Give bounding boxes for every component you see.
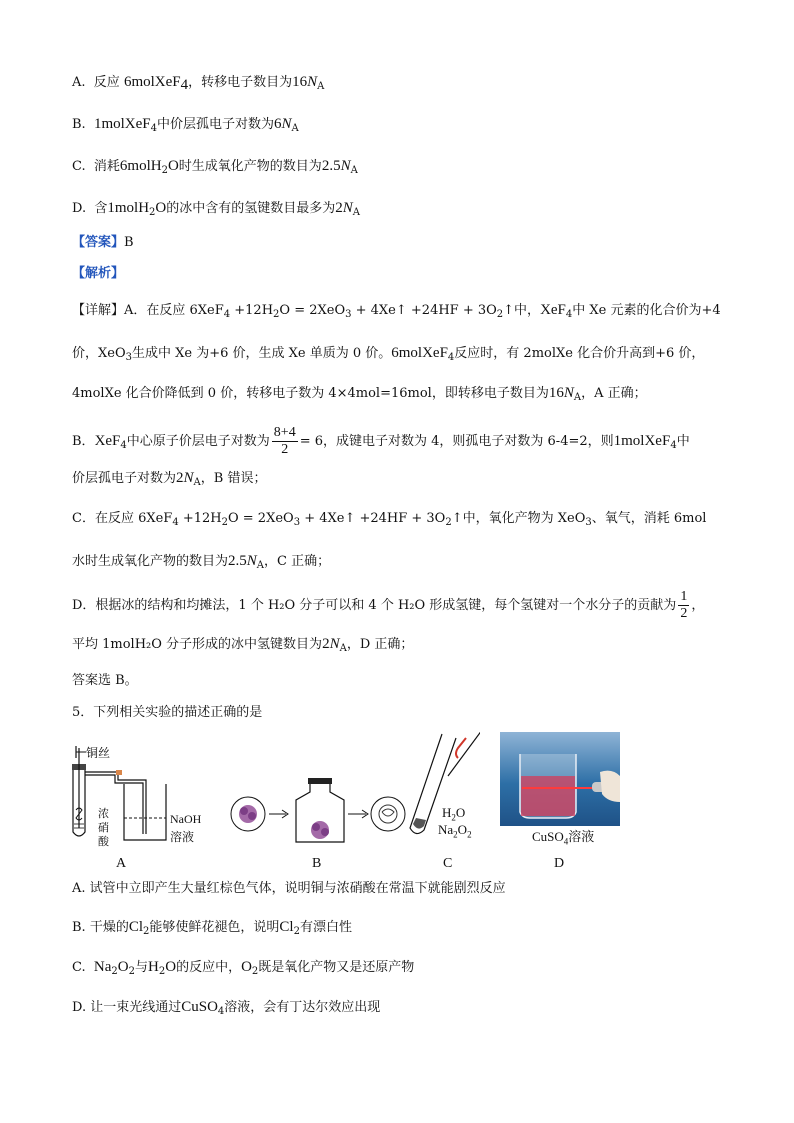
apparatus-b-diagram bbox=[228, 776, 414, 844]
label-h2o: $H_2O$ bbox=[442, 805, 466, 823]
fraction-8plus4-over-2: $\frac{8+4}{2}$ bbox=[273, 425, 296, 457]
fraction-one-half: $\frac{1}{2}$ bbox=[680, 589, 688, 621]
photo-cuso4-beaker-laser bbox=[500, 732, 620, 826]
detail-line-9: 平均 1molH₂O 分子形成的冰中氢键数目为$2N_A$，D 正确； bbox=[72, 636, 414, 654]
detail-line-5: 价层孤电子对数为$2N_A$，B 错误； bbox=[72, 470, 267, 488]
detail-line-8: D．根据冰的结构和均摊法，1 个 H₂O 分子可以和 4 个 H₂O 形成氢键，每个氢键对一个水分子的贡献为 $\frac{1}{2}$ ， bbox=[72, 589, 705, 621]
figure-label-d: D bbox=[554, 856, 565, 871]
label-na2o2: $Na_2O_2$ bbox=[438, 822, 472, 840]
figure-label-b: B bbox=[312, 856, 322, 871]
question-5-stem: 5．下列相关实验的描述正确的是 bbox=[72, 705, 263, 720]
label-copper-wire: 铜丝 bbox=[86, 746, 111, 760]
option-4b: B. 1molXeF$_4$中价层孤电子对数为$6N_A$ bbox=[72, 116, 299, 134]
label-conc-nitric-acid: 浓 硝 酸 bbox=[98, 808, 109, 848]
answer-value: B bbox=[124, 235, 134, 250]
answer-label: 【答案】 bbox=[72, 235, 125, 250]
answer-line bbox=[72, 233, 134, 253]
detail-line-7: 水时生成氧化产物的数目为$2.5N_A$，C 正确； bbox=[72, 553, 331, 571]
label-naoh-solution: 溶液 bbox=[170, 830, 195, 844]
option-5a: A. 试管中立即产生大量红棕色气体，说明铜与浓硝酸在常温下就能剧烈反应 bbox=[72, 881, 506, 896]
detail-line-6: C．在反应 $6XeF_4 +12H_2O = 2XeO_3$ + 4Xe↑ $+24HF + 3O_2↑$中，氧化产物为 XeO$_3$、氧气，消耗 6mol bbox=[72, 511, 707, 528]
figure-label-c: C bbox=[443, 856, 453, 871]
option-5d: D. 让一束光线通过CuSO$_4$溶液，会有丁达尔效应出现 bbox=[72, 999, 381, 1017]
detail-line-3: 4molXe 化合价降低到 0 价，转移电子数为 4×4mol=16mol，即转移电子数目为$16N_A$，A 正确； bbox=[72, 385, 647, 403]
detail-line-2: 价，XeO$_3$生成中 Xe 为+6 价，生成 Xe 单质为 0 价。6molXeF$_4$反应时，有 2molXe 化合价升高到+6 价， bbox=[72, 345, 705, 363]
detail-line-1: 【详解】A．在反应 $6XeF_4 +12H_2O = 2XeO_3$ + 4Xe↑ $+24HF + 3O_2↑$中，XeF$_4$中 Xe 元素的化合价为+4 bbox=[72, 302, 721, 320]
detail-line-4: B．XeF$_4$中心原子价层电子对数为 $\frac{8+4}{2}$ = 6，成键电子对数为 4，则孤电子对数为 6-4=2，则1molXeF$_4$中 bbox=[72, 425, 690, 457]
option-5c: C. $Na_2O_2$与$H_2O$的反应中，$O_2$既是氧化产物又是还原产物 bbox=[72, 959, 415, 977]
figure-label-a: A bbox=[116, 856, 127, 871]
option-4d: D. 含1molH$_2$O的冰中含有的氢键数目最多为$2N_A$ bbox=[72, 200, 361, 218]
label-cuso4-solution: CuSO$_4$溶液 bbox=[532, 829, 595, 847]
option-4a: A. 反应 6molXeF$_4$，转移电子数目为$16N_A$ bbox=[72, 74, 325, 93]
analysis-label: 【解析】 bbox=[72, 266, 125, 281]
option-5b: B. 干燥的$Cl_2$能够使鲜花褪色，说明$Cl_2$有漂白性 bbox=[72, 919, 352, 937]
option-4c: C. 消耗6molH$_2$O时生成氧化产物的数目为$2.5N_A$ bbox=[72, 158, 358, 176]
label-naoh: NaOH bbox=[170, 812, 202, 826]
detail-line-10: 答案选 B。 bbox=[72, 673, 138, 688]
